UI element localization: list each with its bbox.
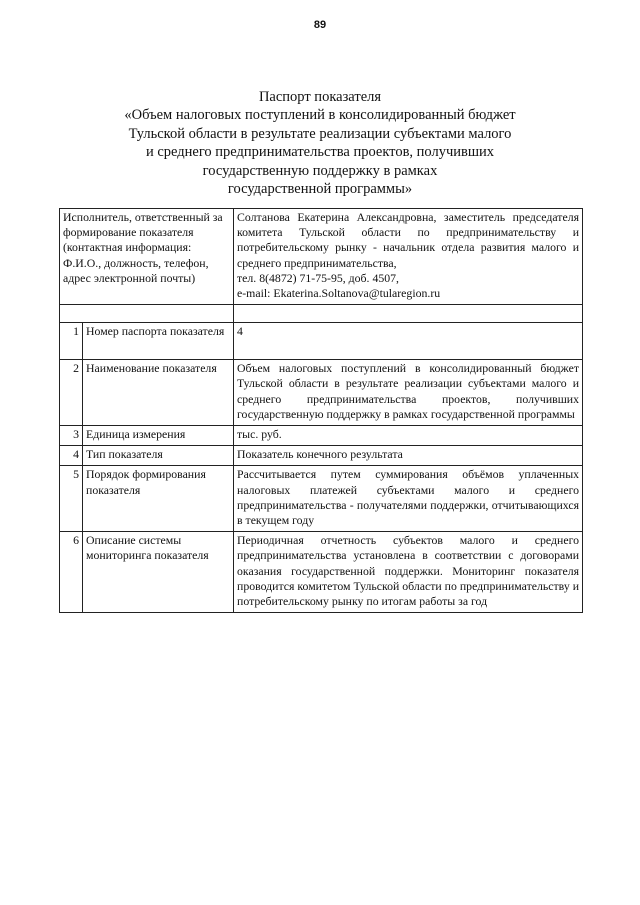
row-label: Описание системы мониторинга показателя xyxy=(83,532,234,613)
row-label: Тип показателя xyxy=(83,446,234,466)
executor-email: e-mail: Ekaterina.Soltanova@tularegion.ru xyxy=(237,286,441,301)
table-row xyxy=(60,446,583,466)
row-number: 3 xyxy=(60,426,83,446)
table-row xyxy=(60,323,583,360)
row-label: Наименование показателя xyxy=(83,360,234,426)
row-number: 2 xyxy=(60,360,83,426)
title-line: Тульской области в результате реализации субъектами малого xyxy=(128,125,512,142)
row-number: 6 xyxy=(60,532,83,613)
row-value: Показатель конечного результата xyxy=(234,446,583,466)
spacer-row xyxy=(60,305,583,323)
table-row xyxy=(60,360,583,426)
title-line: Паспорт показателя xyxy=(258,89,382,105)
row-value: Объем налоговых поступлений в консолидированный бюджет Тульской области в результате реализации субъектами малого и среднего предпринимательства проектов, получивших государственную поддержку в рамках государственной программы xyxy=(234,360,583,426)
row-value: Периодичная отчетность субъектов малого и среднего предпринимательства установлена в соответствии с договорами оказания государственной поддержки. Мониторинг показателя проводится комитетом Тульской области по предпринимательству и потребительскому рынку по итогам работы за год xyxy=(234,532,583,613)
row-number: 4 xyxy=(60,446,83,466)
document-title xyxy=(60,88,580,198)
page-number: 89 xyxy=(313,19,327,31)
passport-table xyxy=(59,208,583,613)
row-number: 1 xyxy=(60,323,83,360)
executor-phone: тел. 8(4872) 71-75-95, доб. 4507, xyxy=(237,270,399,285)
row-value: 4 xyxy=(234,323,583,360)
row-value: тыс. руб. xyxy=(234,426,583,446)
executor-value xyxy=(234,209,583,305)
title-line: «Объем налоговых поступлений в консолидированный бюджет xyxy=(124,107,516,124)
executor-row xyxy=(60,209,583,305)
executor-name-position: Солтанова Екатерина Александровна, заместитель председателя комитета Тульской области по предпринимательству и потребительскому рынку - начальник отдела развития малого и среднего предпринимательства, xyxy=(237,210,580,270)
row-label: Номер паспорта показателя xyxy=(83,323,234,360)
row-label: Порядок формирования показателя xyxy=(83,466,234,532)
title-line: государственную поддержку в рамках xyxy=(202,162,438,179)
table-row xyxy=(60,426,583,446)
title-line: государственной программы» xyxy=(227,181,413,198)
row-label: Единица измерения xyxy=(83,426,234,446)
title-line: и среднего предпринимательства проектов, получивших xyxy=(145,144,495,161)
table-row xyxy=(60,532,583,613)
row-number: 5 xyxy=(60,466,83,532)
row-value: Рассчитывается путем суммирования объёмов уплаченных налоговых платежей субъектами малого и среднего предпринимательства - получателями поддержки, отчитывающихся в текущем году xyxy=(234,466,583,532)
table-row xyxy=(60,466,583,532)
executor-label: Исполнитель, ответственный за формирование показателя (контактная информация: Ф.И.О., должность, телефон, адрес электронной почты) xyxy=(60,209,234,305)
